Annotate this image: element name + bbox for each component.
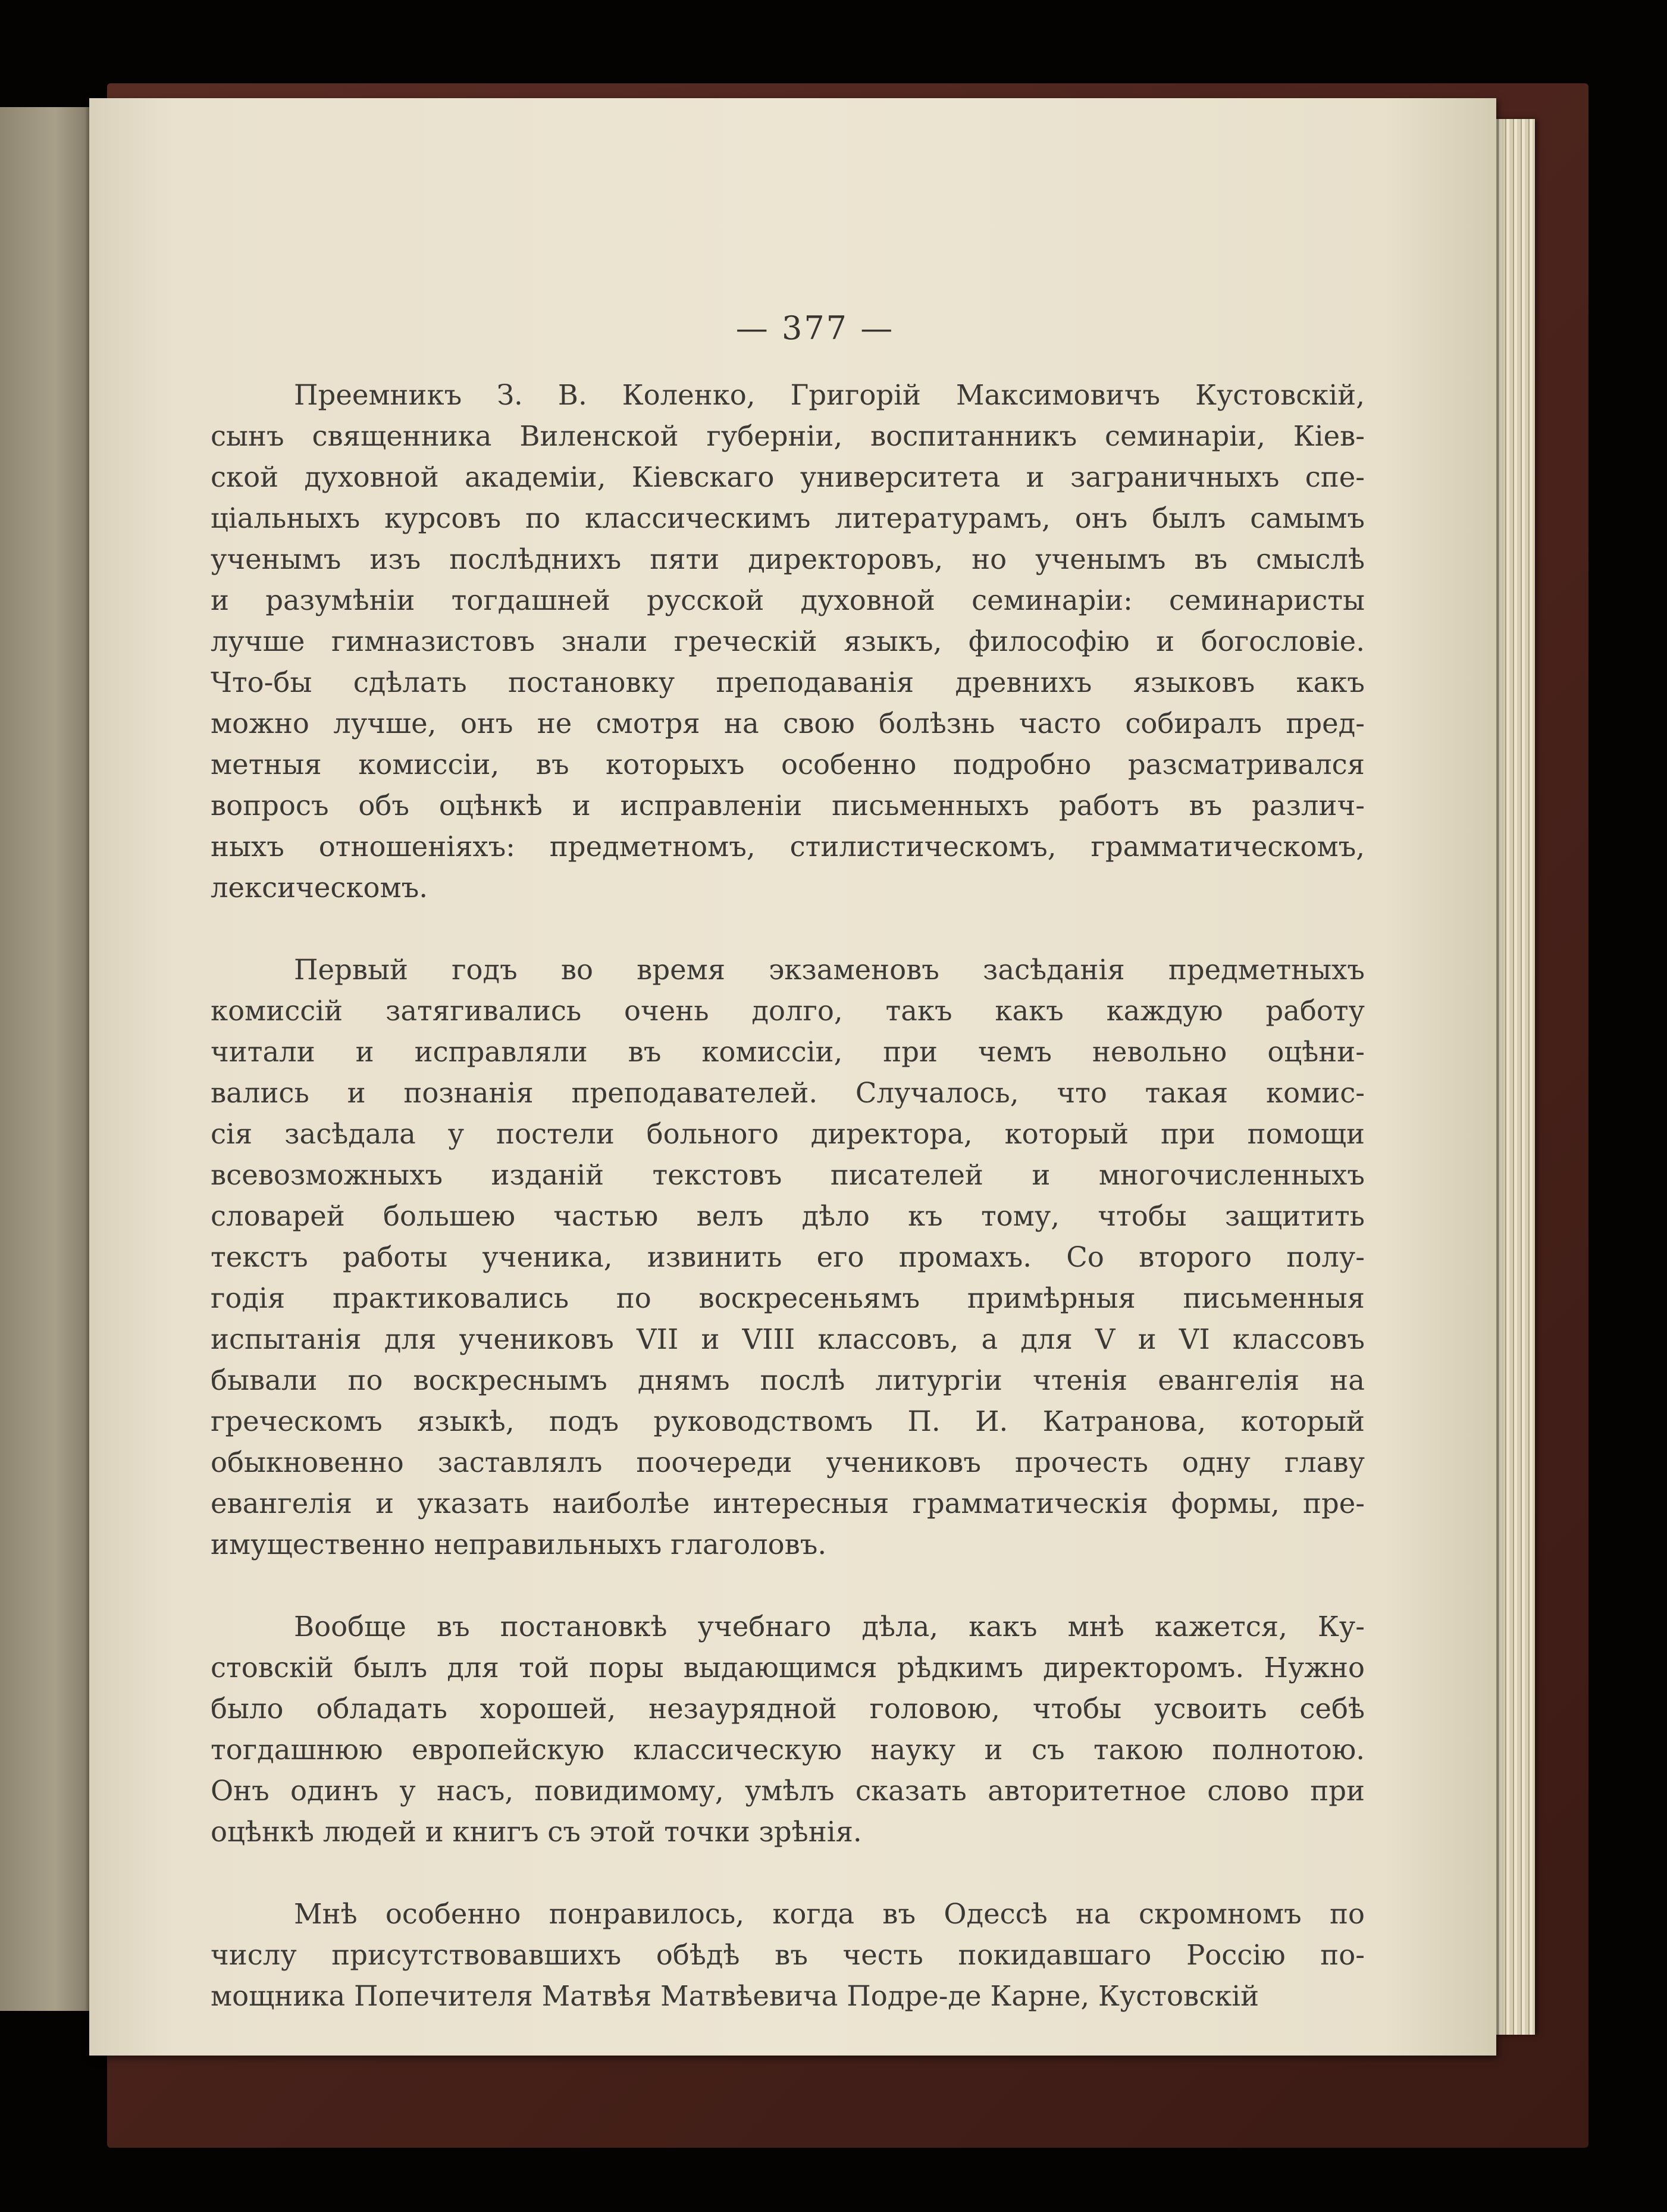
text-line: читали и исправляли въ комиссіи, при чемъ невольно оцѣни- — [211, 1036, 1365, 1068]
book-page — [89, 98, 1496, 2056]
text-line: евангелія и указать наиболѣе интересныя грамматическія формы, пре- — [211, 1487, 1365, 1519]
text-line: стовскій былъ для той поры выдающимся рѣдкимъ директоромъ. Нужно — [211, 1652, 1365, 1684]
text-line: Что-бы сдѣлать постановку преподаванія древнихъ языковъ какъ — [211, 666, 1365, 698]
text-line: лучше гимназистовъ знали греческій языкъ, философію и богословіе. — [211, 625, 1365, 657]
text-line: текстъ работы ученика, извинить его промахъ. Со второго полу- — [211, 1241, 1365, 1273]
text-line: можно лучше, онъ не смотря на свою болѣзнь часто собиралъ пред- — [211, 707, 1365, 740]
page-number: — 377 — — [735, 309, 895, 347]
text-line: вались и познанія преподавателей. Случалось, что такая комис- — [211, 1077, 1365, 1109]
paragraph — [211, 950, 1365, 1565]
text-line: тогдашнюю европейскую классическую науку и съ такою полнотою. — [211, 1734, 1365, 1766]
text-line: числу присутствовавшихъ обѣдѣ въ честь покидавшаго Россію по- — [211, 1939, 1365, 1971]
text-line: годія практиковались по воскресеньямъ примѣрныя письменныя — [211, 1282, 1365, 1314]
text-line: имущественно неправильныхъ глаголовъ. — [211, 1528, 827, 1561]
text-line: ученымъ изъ послѣднихъ пяти директоровъ, но ученымъ въ смыслѣ — [211, 543, 1365, 575]
paragraph — [211, 1894, 1365, 2017]
facing-page-edge — [0, 107, 100, 2011]
text-line: ской духовной академіи, Кіевскаго университета и заграничныхъ спе- — [211, 461, 1365, 493]
text-line: лексическомъ. — [211, 872, 428, 904]
text-line: ціальныхъ курсовъ по классическимъ литературамъ, онъ былъ самымъ — [211, 502, 1365, 534]
text-line: словарей большею частью велъ дѣло къ тому, чтобы защитить — [211, 1200, 1365, 1232]
text-line: испытанія для учениковъ VII и VIII классовъ, а для V и VI классовъ — [211, 1323, 1365, 1355]
text-line: Преемникъ З. В. Коленко, Григорій Максимовичъ Кустовскій, — [294, 379, 1365, 411]
text-line: бывали по воскреснымъ днямъ послѣ литургіи чтенія евангелія на — [211, 1364, 1365, 1396]
paragraph — [211, 1606, 1365, 1853]
text-line: обыкновенно заставлялъ поочереди учениковъ прочесть одну главу — [211, 1446, 1365, 1478]
text-line: вопросъ объ оцѣнкѣ и исправленіи письменныхъ работъ въ различ- — [211, 789, 1365, 822]
text-line: сынъ священника Виленской губерніи, воспитанникъ семинаріи, Кіев- — [211, 420, 1365, 452]
text-line: и разумѣніи тогдашней русской духовной семинаріи: семинаристы — [211, 584, 1365, 616]
text-line: Первый годъ во время экзаменовъ засѣданія предметныхъ — [294, 954, 1365, 986]
text-line: сія засѣдала у постели больного директора, который при помощи — [211, 1118, 1365, 1150]
text-line: Вообще въ постановкѣ учебнаго дѣла, какъ мнѣ кажется, Ку- — [294, 1611, 1365, 1643]
text-line: оцѣнкѣ людей и книгъ съ этой точки зрѣнія. — [211, 1816, 862, 1848]
text-line: греческомъ языкѣ, подъ руководствомъ П. И. Катранова, который — [211, 1405, 1365, 1437]
text-line: всевозможныхъ изданій текстовъ писателей и многочисленныхъ — [211, 1159, 1365, 1191]
paragraph — [211, 375, 1365, 908]
text-line: комиссій затягивались очень долго, такъ какъ каждую работу — [211, 995, 1365, 1027]
text-line: Мнѣ особенно понравилось, когда въ Одессѣ на скромномъ по — [294, 1898, 1365, 1930]
text-line: метныя комиссіи, въ которыхъ особенно подробно разсматривался — [211, 748, 1365, 781]
text-line: ныхъ отношеніяхъ: предметномъ, стилистическомъ, грамматическомъ, — [211, 831, 1365, 863]
text-line: было обладать хорошей, незаурядной головою, чтобы усвоить себѣ — [211, 1693, 1365, 1725]
text-line: мощника Попечителя Матвѣя Матвѣевича Подре-де Карне, Кустовскій — [211, 1980, 1259, 2012]
body-text — [211, 375, 1365, 2017]
text-line: Онъ одинъ у насъ, повидимому, умѣлъ сказать авторитетное слово при — [211, 1775, 1365, 1807]
